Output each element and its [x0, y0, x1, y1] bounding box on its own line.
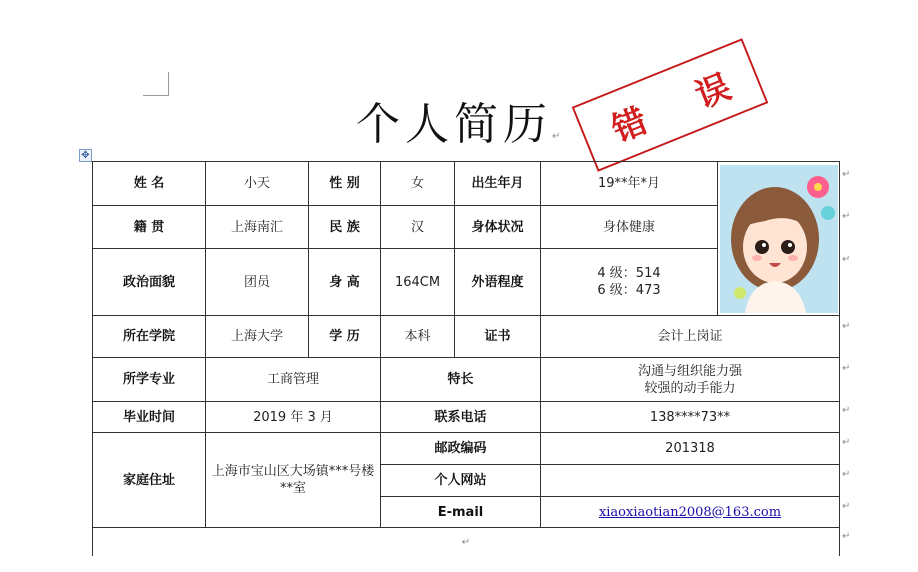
table-row: [93, 316, 840, 358]
zip-value[interactable]: 201318: [541, 433, 840, 465]
certificate-label: 证书: [455, 316, 541, 358]
graduation-value[interactable]: 2019 年 3 月: [206, 402, 381, 433]
cartoon-girl-icon: [720, 165, 838, 313]
paragraph-mark-icon: ↵: [552, 131, 566, 142]
gender-value[interactable]: 女: [381, 162, 455, 206]
language-value[interactable]: [541, 249, 718, 316]
birth-value[interactable]: 19**年*月: [541, 162, 718, 206]
origin-label: 籍 贯: [93, 206, 206, 249]
language-cet4: 4 级：514: [597, 266, 661, 281]
row-end-mark-icon: ↵: [842, 531, 851, 542]
language-label: 外语程度: [455, 249, 541, 316]
address-label: 家庭住址: [93, 433, 206, 528]
college-label: 所在学院: [93, 316, 206, 358]
error-stamp: [572, 38, 769, 172]
table-row: [93, 358, 840, 402]
zip-label: 邮政编码: [381, 433, 541, 465]
paragraph-mark-icon: ↵: [461, 536, 471, 548]
skill-label: 特长: [381, 358, 541, 402]
phone-label: 联系电话: [381, 402, 541, 433]
row-end-mark-icon: ↵: [842, 211, 851, 222]
health-label: 身体状况: [455, 206, 541, 249]
name-value[interactable]: 小天: [206, 162, 309, 206]
degree-label: 学 历: [309, 316, 381, 358]
title-text: 个人简历: [356, 99, 552, 150]
website-label: 个人网站: [381, 465, 541, 497]
table-row: [93, 402, 840, 433]
graduation-label: 毕业时间: [93, 402, 206, 433]
origin-value[interactable]: 上海南汇: [206, 206, 309, 249]
major-label: 所学专业: [93, 358, 206, 402]
phone-value[interactable]: 138****73**: [541, 402, 840, 433]
skill-line-1: 沟通与组织能力强: [637, 363, 742, 379]
row-end-mark-icon: ↵: [842, 169, 851, 180]
name-label: 姓 名: [93, 162, 206, 206]
skill-line-2: 较强的动手能力: [644, 380, 736, 396]
email-value[interactable]: [541, 497, 840, 528]
resume-table: [92, 161, 840, 556]
row-end-mark-icon: ↵: [842, 437, 851, 448]
page-corner-mark: [143, 72, 169, 96]
degree-value[interactable]: 本科: [381, 316, 455, 358]
table-row: [93, 433, 840, 465]
address-value[interactable]: 上海市宝山区大场镇***号楼**室: [206, 433, 381, 528]
skill-value[interactable]: [541, 358, 840, 402]
row-end-mark-icon: ↵: [842, 469, 851, 480]
table-row: [93, 528, 840, 556]
empty-row[interactable]: [93, 528, 840, 556]
language-cet6: 6 级：473: [597, 283, 661, 298]
stamp-char-2: 误: [689, 66, 737, 117]
politics-value[interactable]: 团员: [206, 249, 309, 316]
health-value[interactable]: 身体健康: [541, 206, 718, 249]
birth-label: 出生年月: [455, 162, 541, 206]
website-value[interactable]: [541, 465, 840, 497]
stamp-char-1: 错: [606, 100, 653, 151]
row-end-mark-icon: ↵: [842, 321, 851, 332]
row-end-mark-icon: ↵: [842, 363, 851, 374]
email-label: E-mail: [381, 497, 541, 528]
row-end-mark-icon: ↵: [842, 254, 851, 265]
major-value[interactable]: 工商管理: [206, 358, 381, 402]
height-value[interactable]: 164CM: [381, 249, 455, 316]
avatar: [720, 165, 838, 313]
page-title: [356, 98, 565, 164]
politics-label: 政治面貌: [93, 249, 206, 316]
table-row: [93, 162, 840, 206]
row-end-mark-icon: ↵: [842, 501, 851, 512]
email-link[interactable]: xiaoxiaotian2008@163.com: [598, 504, 782, 520]
ethnic-label: 民 族: [309, 206, 381, 249]
certificate-value[interactable]: 会计上岗证: [541, 316, 840, 358]
table-move-handle-icon[interactable]: ✥: [79, 149, 92, 162]
height-label: 身 高: [309, 249, 381, 316]
photo-cell[interactable]: [718, 162, 840, 316]
gender-label: 性 别: [309, 162, 381, 206]
ethnic-value[interactable]: 汉: [381, 206, 455, 249]
row-end-mark-icon: ↵: [842, 405, 851, 416]
college-value[interactable]: 上海大学: [206, 316, 309, 358]
